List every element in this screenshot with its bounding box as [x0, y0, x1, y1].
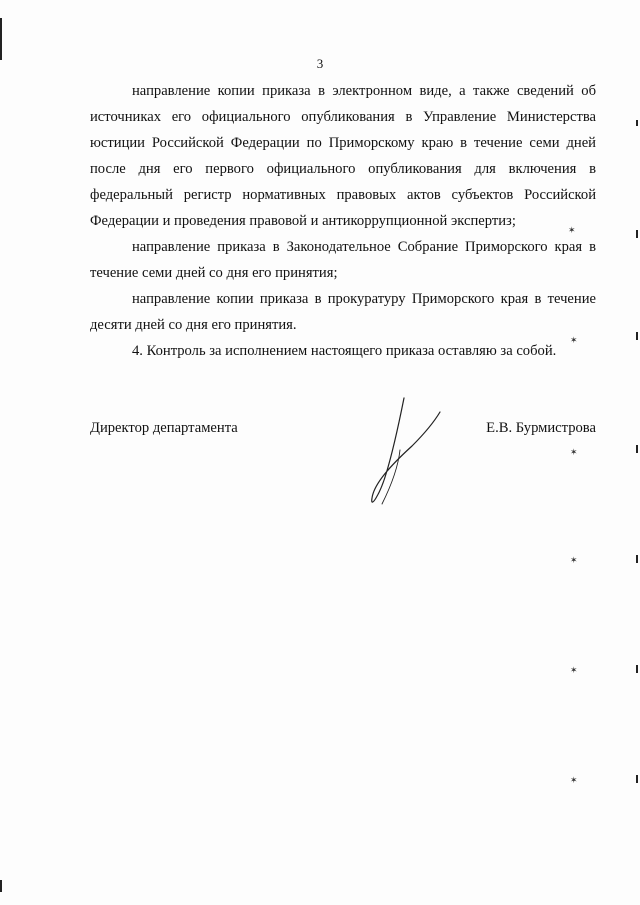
scan-speck: ✶	[570, 666, 578, 676]
paragraph-ministry-of-justice: направление копии приказа в электронном виде, а также сведений об источниках его официального опубликования в Управление Министерства юстиции Российской Федерации по Приморскому краю в течение семи дней после дня его первого официального опубликования для включения в федеральный регистр нормативных правовых актов субъектов Российской Федерации и проведения правовой и антикоррупционной экспертиз;	[90, 83, 596, 229]
scan-edge-mark	[636, 332, 638, 340]
scan-edge-mark	[636, 665, 638, 673]
signature-block	[90, 420, 596, 437]
scan-edge-mark	[636, 230, 638, 238]
scan-speck: ✶	[570, 336, 578, 346]
scan-speck: ✶	[568, 226, 576, 236]
handwritten-signature	[360, 388, 450, 513]
paragraph-control-clause: 4. Контроль за исполнением настоящего приказа оставляю за собой.	[132, 343, 557, 359]
scan-speck: ✶	[570, 556, 578, 566]
paragraph-prosecutor-office: направление копии приказа в прокуратуру Приморского края в течение десяти дней со дня его принятия.	[90, 291, 596, 333]
scan-edge-mark	[0, 18, 2, 60]
scan-edge-mark	[0, 880, 2, 892]
document-body	[90, 78, 596, 364]
paragraph-legislative-assembly: направление приказа в Законодательное Собрание Приморского края в течение семи дней со дня его принятия;	[90, 239, 596, 281]
scan-edge-mark	[636, 120, 638, 126]
scan-edge-mark	[636, 445, 638, 453]
scan-edge-mark	[636, 775, 638, 783]
signatory-name: Е.В. Бурмистрова	[486, 420, 596, 436]
scan-edge-mark	[636, 555, 638, 563]
scan-speck: ✶	[570, 776, 578, 786]
signatory-position: Директор департамента	[90, 420, 238, 436]
scan-speck: ✶	[570, 448, 578, 458]
page-number: 3	[316, 56, 324, 71]
